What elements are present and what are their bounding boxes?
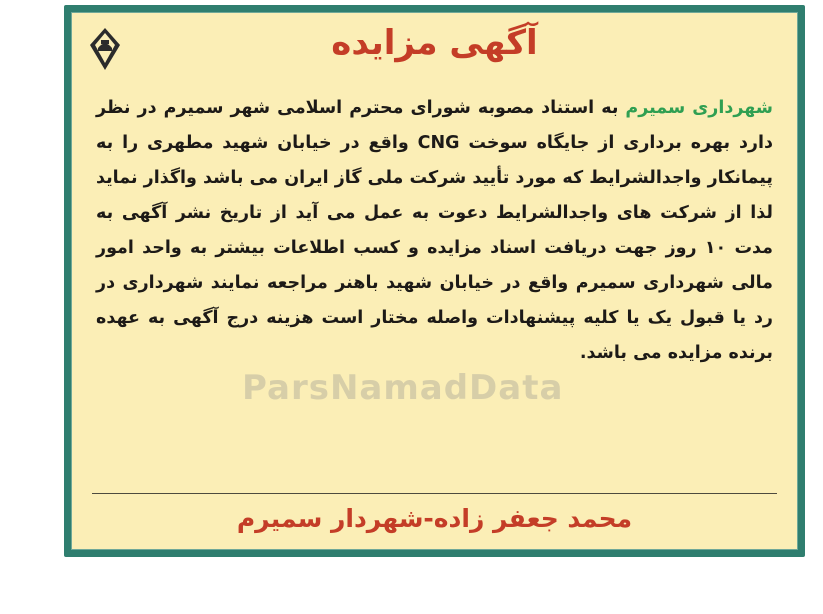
notice-body-text: به استناد مصوبه شورای محترم اسلامی شهر سمیرم در نظر دارد بهره برداری از جایگاه سوخت CNG واقع در خیابان شهید مطهری را به پیمانکار واجدالشرایط که مورد تأیید شرکت ملی گاز ایران می باشد واگذار نماید لذا از شرکت های واجدالشرایط دعوت به عمل می آید از تاریخ نشر آگهی به مدت ۱۰ روز جهت دریافت اسناد مزایده و کسب اطلاعات بیشتر به واحد امور مالی شهرداری سمیرم واقع در خیابان شهید باهنر مراجعه نمایند شهرداری در رد یا قبول یک یا کلیه پیشنهادات واصله مختار است هزینه درج آگهی به عهده برنده مزایده می باشد. xyxy=(96,98,774,363)
notice-body xyxy=(96,91,773,371)
notice-panel xyxy=(71,12,798,550)
notice-signature: محمد جعفر زاده-شهردار سمیرم xyxy=(236,504,633,533)
signature-divider xyxy=(92,493,777,494)
watermark: ParsNamadData xyxy=(242,368,564,408)
notice-title: آگهی مزایده xyxy=(331,23,538,63)
municipality-name: شهرداری سمیرم xyxy=(625,98,773,118)
notice-frame xyxy=(64,5,805,557)
